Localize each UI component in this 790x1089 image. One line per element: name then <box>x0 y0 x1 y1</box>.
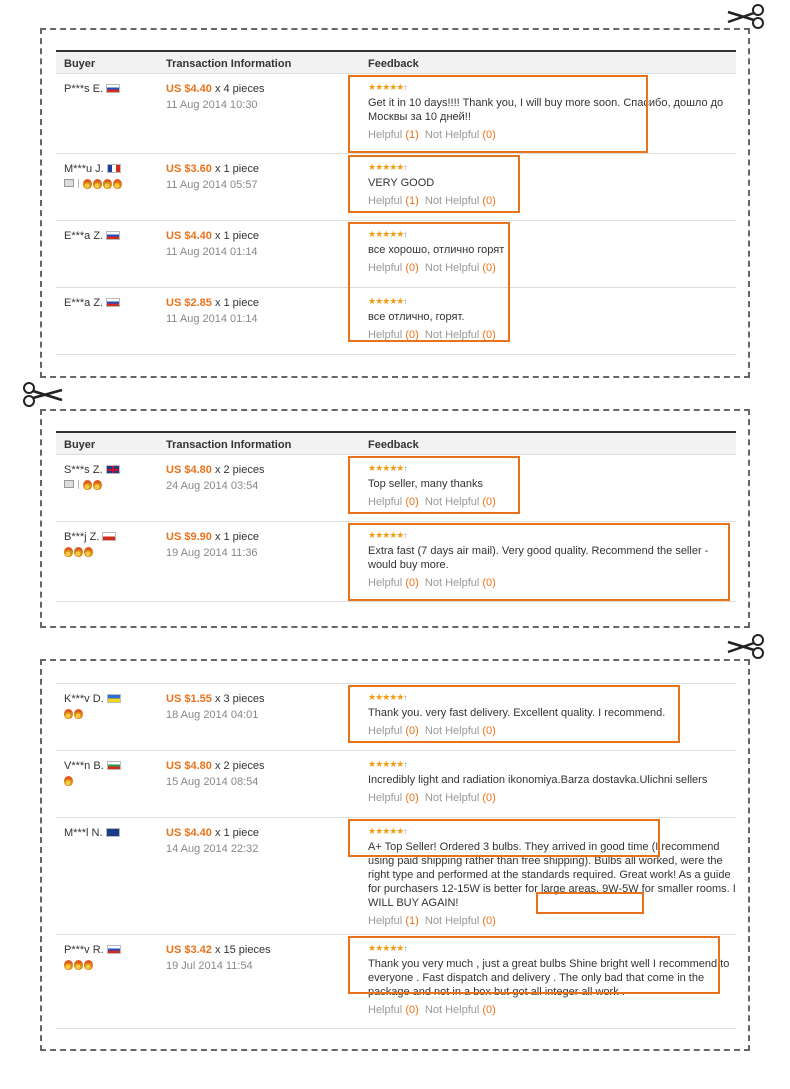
flag-icon <box>107 694 121 703</box>
quantity: x 1 piece <box>214 297 259 309</box>
helpful-count: (1) <box>405 195 419 207</box>
buyer-name[interactable] <box>64 83 120 95</box>
star-rating <box>368 297 738 306</box>
quantity: x 4 pieces <box>214 83 265 95</box>
feedback-panel-2 <box>40 409 750 628</box>
stars-icon: ★★★★★ <box>368 296 404 306</box>
transaction-date: 11 Aug 2014 05:57 <box>166 179 258 191</box>
buyer-name[interactable] <box>64 693 121 705</box>
helpful-link[interactable] <box>368 195 419 207</box>
quantity: x 15 pieces <box>214 944 271 956</box>
table-row <box>56 935 736 1029</box>
buyer-name-text: B***j Z. <box>64 531 100 543</box>
scissors-icon <box>20 380 64 408</box>
transaction-info <box>166 827 259 855</box>
table-row <box>56 154 736 221</box>
feedback-cell <box>368 531 738 589</box>
helpful-link[interactable] <box>368 129 419 141</box>
feedback-cell <box>368 760 738 804</box>
feedback-table <box>56 683 736 1029</box>
price: US $2.85 <box>166 297 212 309</box>
transaction-info <box>166 83 264 111</box>
transaction-date: 24 Aug 2014 03:54 <box>166 480 259 492</box>
feedback-cell <box>368 297 738 341</box>
helpful-link[interactable] <box>368 1004 419 1016</box>
header-transaction: Transaction Information <box>166 439 292 451</box>
transaction-date: 11 Aug 2014 10:30 <box>166 99 258 111</box>
helpful-link[interactable] <box>368 577 419 589</box>
rating-suffix: ↑ <box>403 944 408 953</box>
star-rating <box>368 83 738 92</box>
medal-icon <box>93 179 102 189</box>
transaction-info <box>166 693 264 721</box>
flag-icon <box>106 298 120 307</box>
helpful-link[interactable] <box>368 915 419 927</box>
buyer-name-text: M***u J. <box>64 163 104 175</box>
stars-icon: ★★★★★ <box>368 692 404 702</box>
buyer-name-text: P***v R. <box>64 944 104 956</box>
helpful-label: Helpful <box>368 792 403 804</box>
helpful-label: Helpful <box>368 725 403 737</box>
table-row <box>56 818 736 935</box>
helpful-label: Helpful <box>368 577 403 589</box>
helpful-label: Helpful <box>368 262 403 274</box>
feedback-cell <box>368 163 738 207</box>
not-helpful-count: (0) <box>482 129 496 141</box>
star-rating <box>368 531 738 540</box>
medal-icon <box>74 547 83 557</box>
table-row <box>56 522 736 602</box>
rating-suffix: ↑ <box>403 163 408 172</box>
divider <box>78 480 79 489</box>
not-helpful-count: (0) <box>482 725 496 737</box>
buyer-name[interactable] <box>64 531 116 543</box>
helpful-link[interactable] <box>368 496 419 508</box>
star-rating <box>368 163 738 172</box>
header-buyer: Buyer <box>64 58 96 70</box>
medal-icon <box>83 480 92 490</box>
buyer-name[interactable] <box>64 230 120 242</box>
helpful-count: (0) <box>405 792 419 804</box>
transaction-date: 14 Aug 2014 22:32 <box>166 843 259 855</box>
helpful-count: (1) <box>405 915 419 927</box>
star-rating <box>368 693 738 702</box>
flag-icon <box>106 465 120 474</box>
not-helpful-label: Not Helpful <box>424 915 480 927</box>
rating-suffix: ↑ <box>403 297 408 306</box>
helpful-votes <box>368 725 738 737</box>
quantity: x 1 piece <box>214 827 259 839</box>
not-helpful-link[interactable] <box>425 195 496 207</box>
buyer-name[interactable] <box>64 163 121 175</box>
not-helpful-label: Not Helpful <box>424 195 480 207</box>
buyer-name-text: E***a Z. <box>64 297 104 309</box>
not-helpful-label: Not Helpful <box>424 792 480 804</box>
price: US $4.40 <box>166 230 212 242</box>
medal-icon <box>84 547 93 557</box>
not-helpful-count: (0) <box>482 262 496 274</box>
buyer-name-text: P***s E. <box>64 83 104 95</box>
buyer-medals <box>64 179 123 191</box>
header-feedback: Feedback <box>368 439 419 451</box>
not-helpful-count: (0) <box>482 915 496 927</box>
helpful-count: (0) <box>405 329 419 341</box>
helpful-votes <box>368 915 738 927</box>
feedback-table <box>56 431 736 602</box>
transaction-info <box>166 944 271 972</box>
table-row <box>56 221 736 288</box>
flag-icon <box>102 532 116 541</box>
buyer-name[interactable] <box>64 464 120 476</box>
feedback-text: все отлично, горят. <box>368 311 465 323</box>
stars-icon: ★★★★★ <box>368 162 404 172</box>
buyer-medals <box>64 709 84 721</box>
medal-icon <box>83 179 92 189</box>
medal-icon <box>64 547 73 557</box>
transaction-info <box>166 760 264 788</box>
verified-icon <box>64 480 74 488</box>
price: US $3.42 <box>166 944 212 956</box>
header-feedback: Feedback <box>368 58 419 70</box>
feedback-panel-1 <box>40 28 750 378</box>
price: US $4.40 <box>166 827 212 839</box>
helpful-link[interactable] <box>368 262 419 274</box>
helpful-votes <box>368 577 738 589</box>
feedback-text: Get it in 10 days!!!! Thank you, I will buy more soon. Спасибо, дошло до Москвы за 10 дней!! <box>368 97 724 123</box>
buyer-name-text: K***v D. <box>64 693 104 705</box>
quantity: x 1 piece <box>214 531 259 543</box>
quantity: x 3 pieces <box>214 693 265 705</box>
medal-icon <box>64 776 73 786</box>
feedback-text: Thank you. very fast delivery. Excellent quality. I recommend. <box>368 707 666 719</box>
rating-suffix: ↑ <box>403 464 408 473</box>
not-helpful-link[interactable] <box>425 129 496 141</box>
price: US $4.40 <box>166 83 212 95</box>
helpful-link[interactable] <box>368 329 419 341</box>
feedback-cell <box>368 464 738 508</box>
verified-icon <box>64 179 74 187</box>
not-helpful-label: Not Helpful <box>424 329 480 341</box>
feedback-text: Thank you very much , just a great bulbs Shine bright well I recommend to everyone . Fast dispatch and delivery . The only bad that come in the package and not in a box but got all integer all work . <box>368 958 730 998</box>
transaction-date: 19 Jul 2014 11:54 <box>166 960 253 972</box>
feedback-cell <box>368 944 738 1016</box>
helpful-count: (0) <box>405 1004 419 1016</box>
not-helpful-label: Not Helpful <box>424 129 480 141</box>
not-helpful-link[interactable] <box>425 1004 496 1016</box>
star-rating <box>368 944 738 953</box>
not-helpful-count: (0) <box>482 577 496 589</box>
rating-suffix: ↑ <box>403 827 408 836</box>
feedback-text: Extra fast (7 days air mail). Very good quality. Recommend the seller - would buy more. <box>368 545 709 571</box>
helpful-count: (1) <box>405 129 419 141</box>
feedback-panel-3 <box>40 659 750 1051</box>
flag-icon <box>106 84 120 93</box>
medal-icon <box>103 179 112 189</box>
quantity: x 2 pieces <box>214 464 265 476</box>
transaction-info <box>166 297 259 325</box>
price: US $1.55 <box>166 693 212 705</box>
feedback-text: Top seller, many thanks <box>368 478 483 490</box>
star-rating <box>368 827 738 836</box>
helpful-label: Helpful <box>368 496 403 508</box>
rating-suffix: ↑ <box>403 693 408 702</box>
helpful-count: (0) <box>405 725 419 737</box>
not-helpful-label: Not Helpful <box>424 496 480 508</box>
feedback-cell <box>368 83 738 141</box>
helpful-votes <box>368 329 738 341</box>
medal-icon <box>74 709 83 719</box>
not-helpful-label: Not Helpful <box>424 577 480 589</box>
transaction-info <box>166 464 264 492</box>
stars-icon: ★★★★★ <box>368 530 404 540</box>
buyer-name-text: S***s Z. <box>64 464 103 476</box>
transaction-info <box>166 531 259 559</box>
feedback-table <box>56 50 736 355</box>
feedback-text: VERY GOOD <box>368 177 435 189</box>
flag-icon <box>107 945 121 954</box>
helpful-votes <box>368 792 738 804</box>
stars-icon: ★★★★★ <box>368 229 404 239</box>
buyer-name-text: M***l N. <box>64 827 103 839</box>
transaction-date: 11 Aug 2014 01:14 <box>166 246 258 258</box>
buyer-name[interactable] <box>64 827 120 839</box>
header-transaction: Transaction Information <box>166 58 292 70</box>
header-buyer: Buyer <box>64 439 96 451</box>
helpful-label: Helpful <box>368 329 403 341</box>
rating-suffix: ↑ <box>403 531 408 540</box>
not-helpful-link[interactable] <box>425 792 496 804</box>
divider <box>78 179 79 188</box>
helpful-count: (0) <box>405 496 419 508</box>
medal-icon <box>64 960 73 970</box>
buyer-medals <box>64 480 103 492</box>
table-row <box>56 74 736 154</box>
not-helpful-link[interactable] <box>425 725 496 737</box>
feedback-cell <box>368 827 738 927</box>
flag-icon <box>106 828 120 837</box>
not-helpful-link[interactable] <box>425 915 496 927</box>
buyer-medals <box>64 547 94 559</box>
price: US $9.90 <box>166 531 212 543</box>
transaction-info <box>166 163 259 191</box>
helpful-votes <box>368 129 738 141</box>
quantity: x 2 pieces <box>214 760 265 772</box>
price: US $4.80 <box>166 464 212 476</box>
not-helpful-label: Not Helpful <box>424 725 480 737</box>
not-helpful-count: (0) <box>482 1004 496 1016</box>
transaction-info <box>166 230 259 258</box>
table-row <box>56 684 736 751</box>
not-helpful-count: (0) <box>482 792 496 804</box>
not-helpful-count: (0) <box>482 329 496 341</box>
stars-icon: ★★★★★ <box>368 826 404 836</box>
flag-icon <box>107 761 121 770</box>
buyer-name[interactable] <box>64 944 121 956</box>
quantity: x 1 piece <box>214 230 259 242</box>
feedback-text: все хорошо, отлично горят <box>368 244 505 256</box>
helpful-link[interactable] <box>368 725 419 737</box>
medal-icon <box>64 709 73 719</box>
not-helpful-link[interactable] <box>425 577 496 589</box>
not-helpful-link[interactable] <box>425 262 496 274</box>
not-helpful-label: Not Helpful <box>424 1004 480 1016</box>
not-helpful-count: (0) <box>482 496 496 508</box>
not-helpful-label: Not Helpful <box>424 262 480 274</box>
helpful-label: Helpful <box>368 195 403 207</box>
feedback-text: Incredibly light and radiation ikonomiya.Barza dostavka.Ulichni sellers <box>368 774 708 786</box>
rating-suffix: ↑ <box>403 83 408 92</box>
not-helpful-count: (0) <box>482 195 496 207</box>
helpful-count: (0) <box>405 577 419 589</box>
flag-icon <box>107 164 121 173</box>
medal-icon <box>93 480 102 490</box>
helpful-votes <box>368 1004 738 1016</box>
not-helpful-link[interactable] <box>425 496 496 508</box>
helpful-link[interactable] <box>368 792 419 804</box>
star-rating <box>368 464 738 473</box>
medal-icon <box>74 960 83 970</box>
helpful-votes <box>368 496 738 508</box>
rating-suffix: ↑ <box>403 230 408 239</box>
stars-icon: ★★★★★ <box>368 463 404 473</box>
feedback-cell <box>368 230 738 274</box>
table-row <box>56 288 736 355</box>
helpful-label: Helpful <box>368 129 403 141</box>
buyer-name-text: E***a Z. <box>64 230 104 242</box>
feedback-text: A+ Top Seller! Ordered 3 bulbs. They arrived in good time (I recommend using paid shipping rather than free shipping). Bulbs all worked, were the right type and performed at the standards required. Great work! As a guide for purchasers 12-15W is better for large areas, 9W-5W for smaller rooms. I WILL BUY AGAIN! <box>368 841 736 909</box>
stars-icon: ★★★★★ <box>368 759 404 769</box>
price: US $3.60 <box>166 163 212 175</box>
star-rating <box>368 760 738 769</box>
helpful-votes <box>368 195 738 207</box>
helpful-label: Helpful <box>368 1004 403 1016</box>
table-row <box>56 751 736 818</box>
quantity: x 1 piece <box>214 163 259 175</box>
helpful-label: Helpful <box>368 915 403 927</box>
buyer-name[interactable] <box>64 297 120 309</box>
feedback-cell <box>368 693 738 737</box>
helpful-count: (0) <box>405 262 419 274</box>
star-rating <box>368 230 738 239</box>
scissors-icon <box>724 2 768 30</box>
transaction-date: 18 Aug 2014 04:01 <box>166 709 259 721</box>
not-helpful-link[interactable] <box>425 329 496 341</box>
medal-icon <box>113 179 122 189</box>
buyer-medals <box>64 776 74 788</box>
scissors-icon <box>724 632 768 660</box>
medal-icon <box>84 960 93 970</box>
buyer-name[interactable] <box>64 760 121 772</box>
transaction-date: 11 Aug 2014 01:14 <box>166 313 258 325</box>
price: US $4.80 <box>166 760 212 772</box>
table-row <box>56 455 736 522</box>
helpful-votes <box>368 262 738 274</box>
buyer-medals <box>64 960 94 972</box>
flag-icon <box>106 231 120 240</box>
table-header <box>56 50 736 74</box>
transaction-date: 19 Aug 2014 11:36 <box>166 547 258 559</box>
rating-suffix: ↑ <box>403 760 408 769</box>
table-header <box>56 431 736 455</box>
stars-icon: ★★★★★ <box>368 943 404 953</box>
stars-icon: ★★★★★ <box>368 82 404 92</box>
transaction-date: 15 Aug 2014 08:54 <box>166 776 259 788</box>
buyer-name-text: V***n B. <box>64 760 104 772</box>
